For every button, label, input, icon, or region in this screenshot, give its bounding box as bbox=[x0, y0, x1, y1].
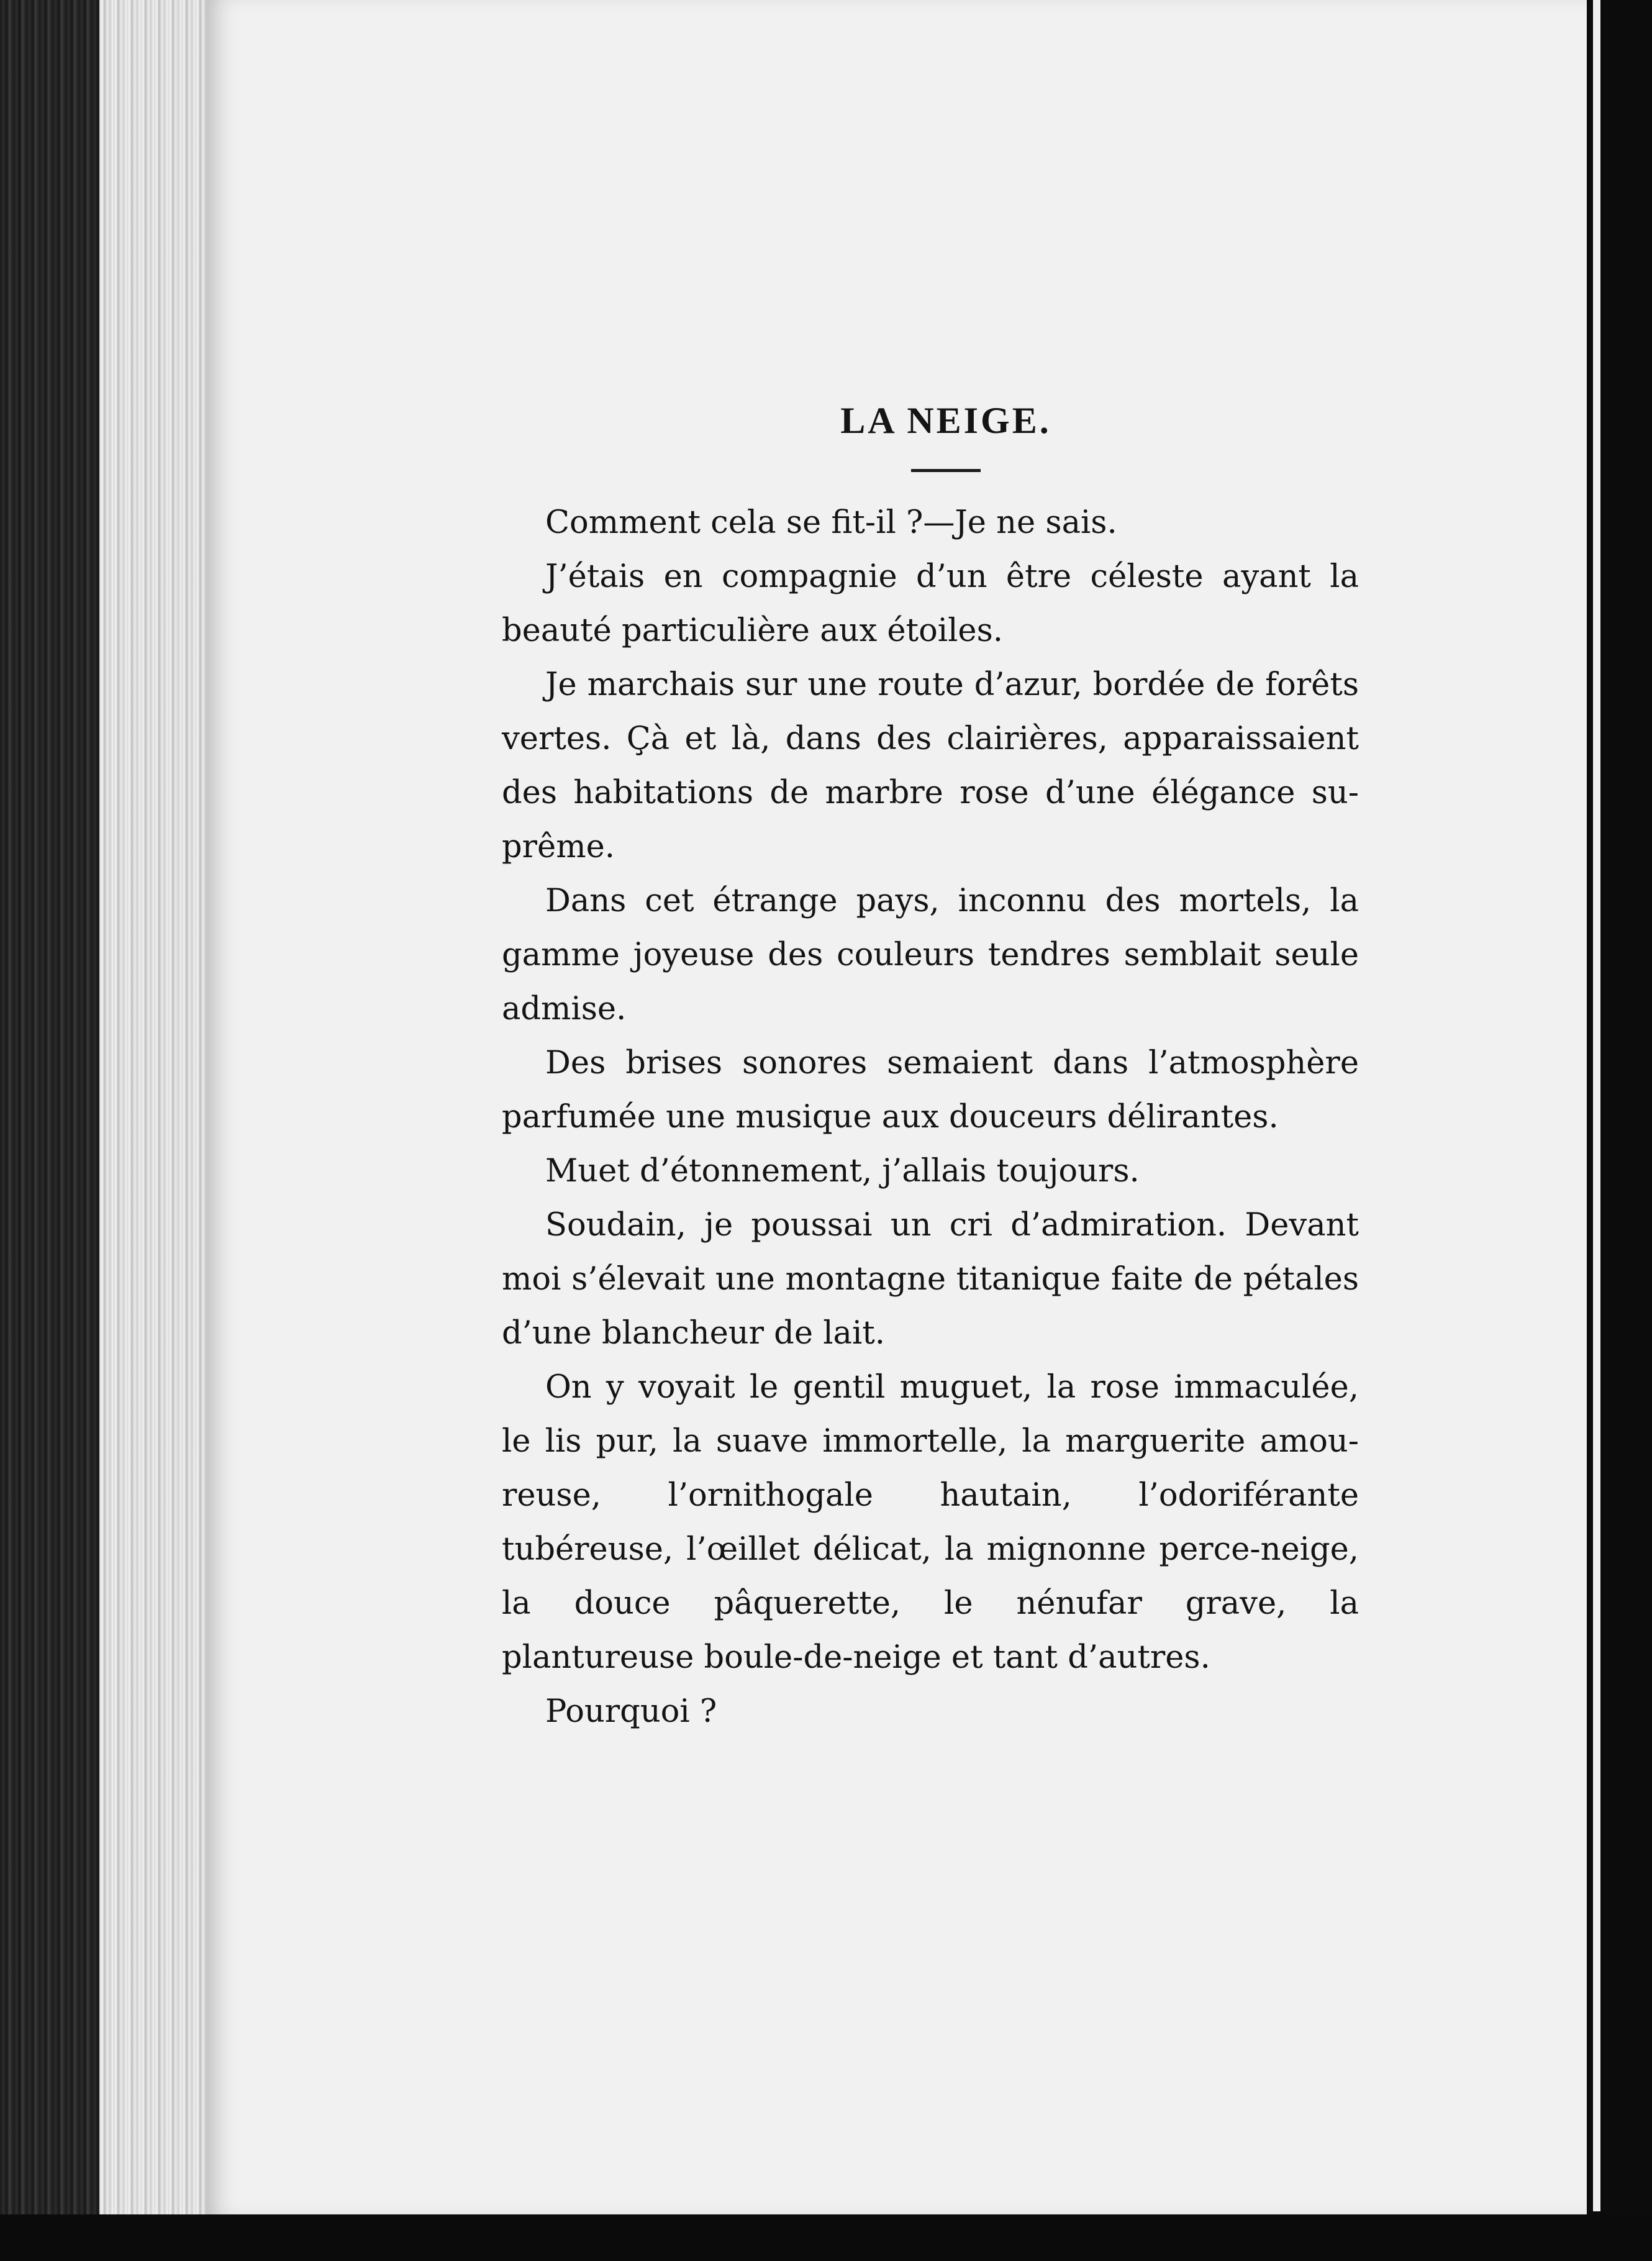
paragraph: Dans cet étrange pays, inconnu des mortels, la gamme joyeuse des couleurs tendres semblait seule admise. bbox=[502, 883, 1359, 1027]
text-block bbox=[502, 391, 1359, 1739]
paragraph: Pourquoi ? bbox=[545, 1693, 717, 1730]
bottom-margin-edge bbox=[0, 2214, 1652, 2261]
chapter-title: LA NEIGE. bbox=[840, 400, 1051, 441]
paragraph: Soudain, je poussai un cri d’admiration. Devant moi s’élevait une montagne titanique faite de pétales d’une blancheur de lait. bbox=[502, 1207, 1359, 1352]
paragraph: Comment cela se fit-il ?—Je ne sais. bbox=[545, 504, 1117, 541]
paragraph: Je marchais sur une route d’azur, bordée de forêts vertes. Çà et là, dans des clairières, apparaissaient des habitations de marbre rose d’une élégance su-prême. bbox=[502, 666, 1359, 865]
paragraph: Des brises sonores semaient dans l’atmosphère parfumée une musique aux douceurs délirantes. bbox=[502, 1045, 1359, 1135]
right-page-edge bbox=[1593, 0, 1600, 2211]
title-rule bbox=[911, 469, 981, 472]
paragraph: Muet d’étonnement, j’allais toujours. bbox=[545, 1153, 1140, 1190]
page-edges bbox=[99, 0, 219, 2227]
paragraph: On y voyait le gentil muguet, la rose immaculée, le lis pur, la suave immortelle, la marguerite amou-reuse, l’ornithogale hautain, l’odoriférante tubéreuse, l’œillet délicat, la mignonne perce-neige, la douce pâquerette, le nénufar grave, la plantureuse boule-de-neige et tant d’autres. bbox=[502, 1369, 1359, 1676]
paragraph: J’étais en compagnie d’un être céleste ayant la beauté particulière aux étoiles. bbox=[502, 558, 1359, 649]
